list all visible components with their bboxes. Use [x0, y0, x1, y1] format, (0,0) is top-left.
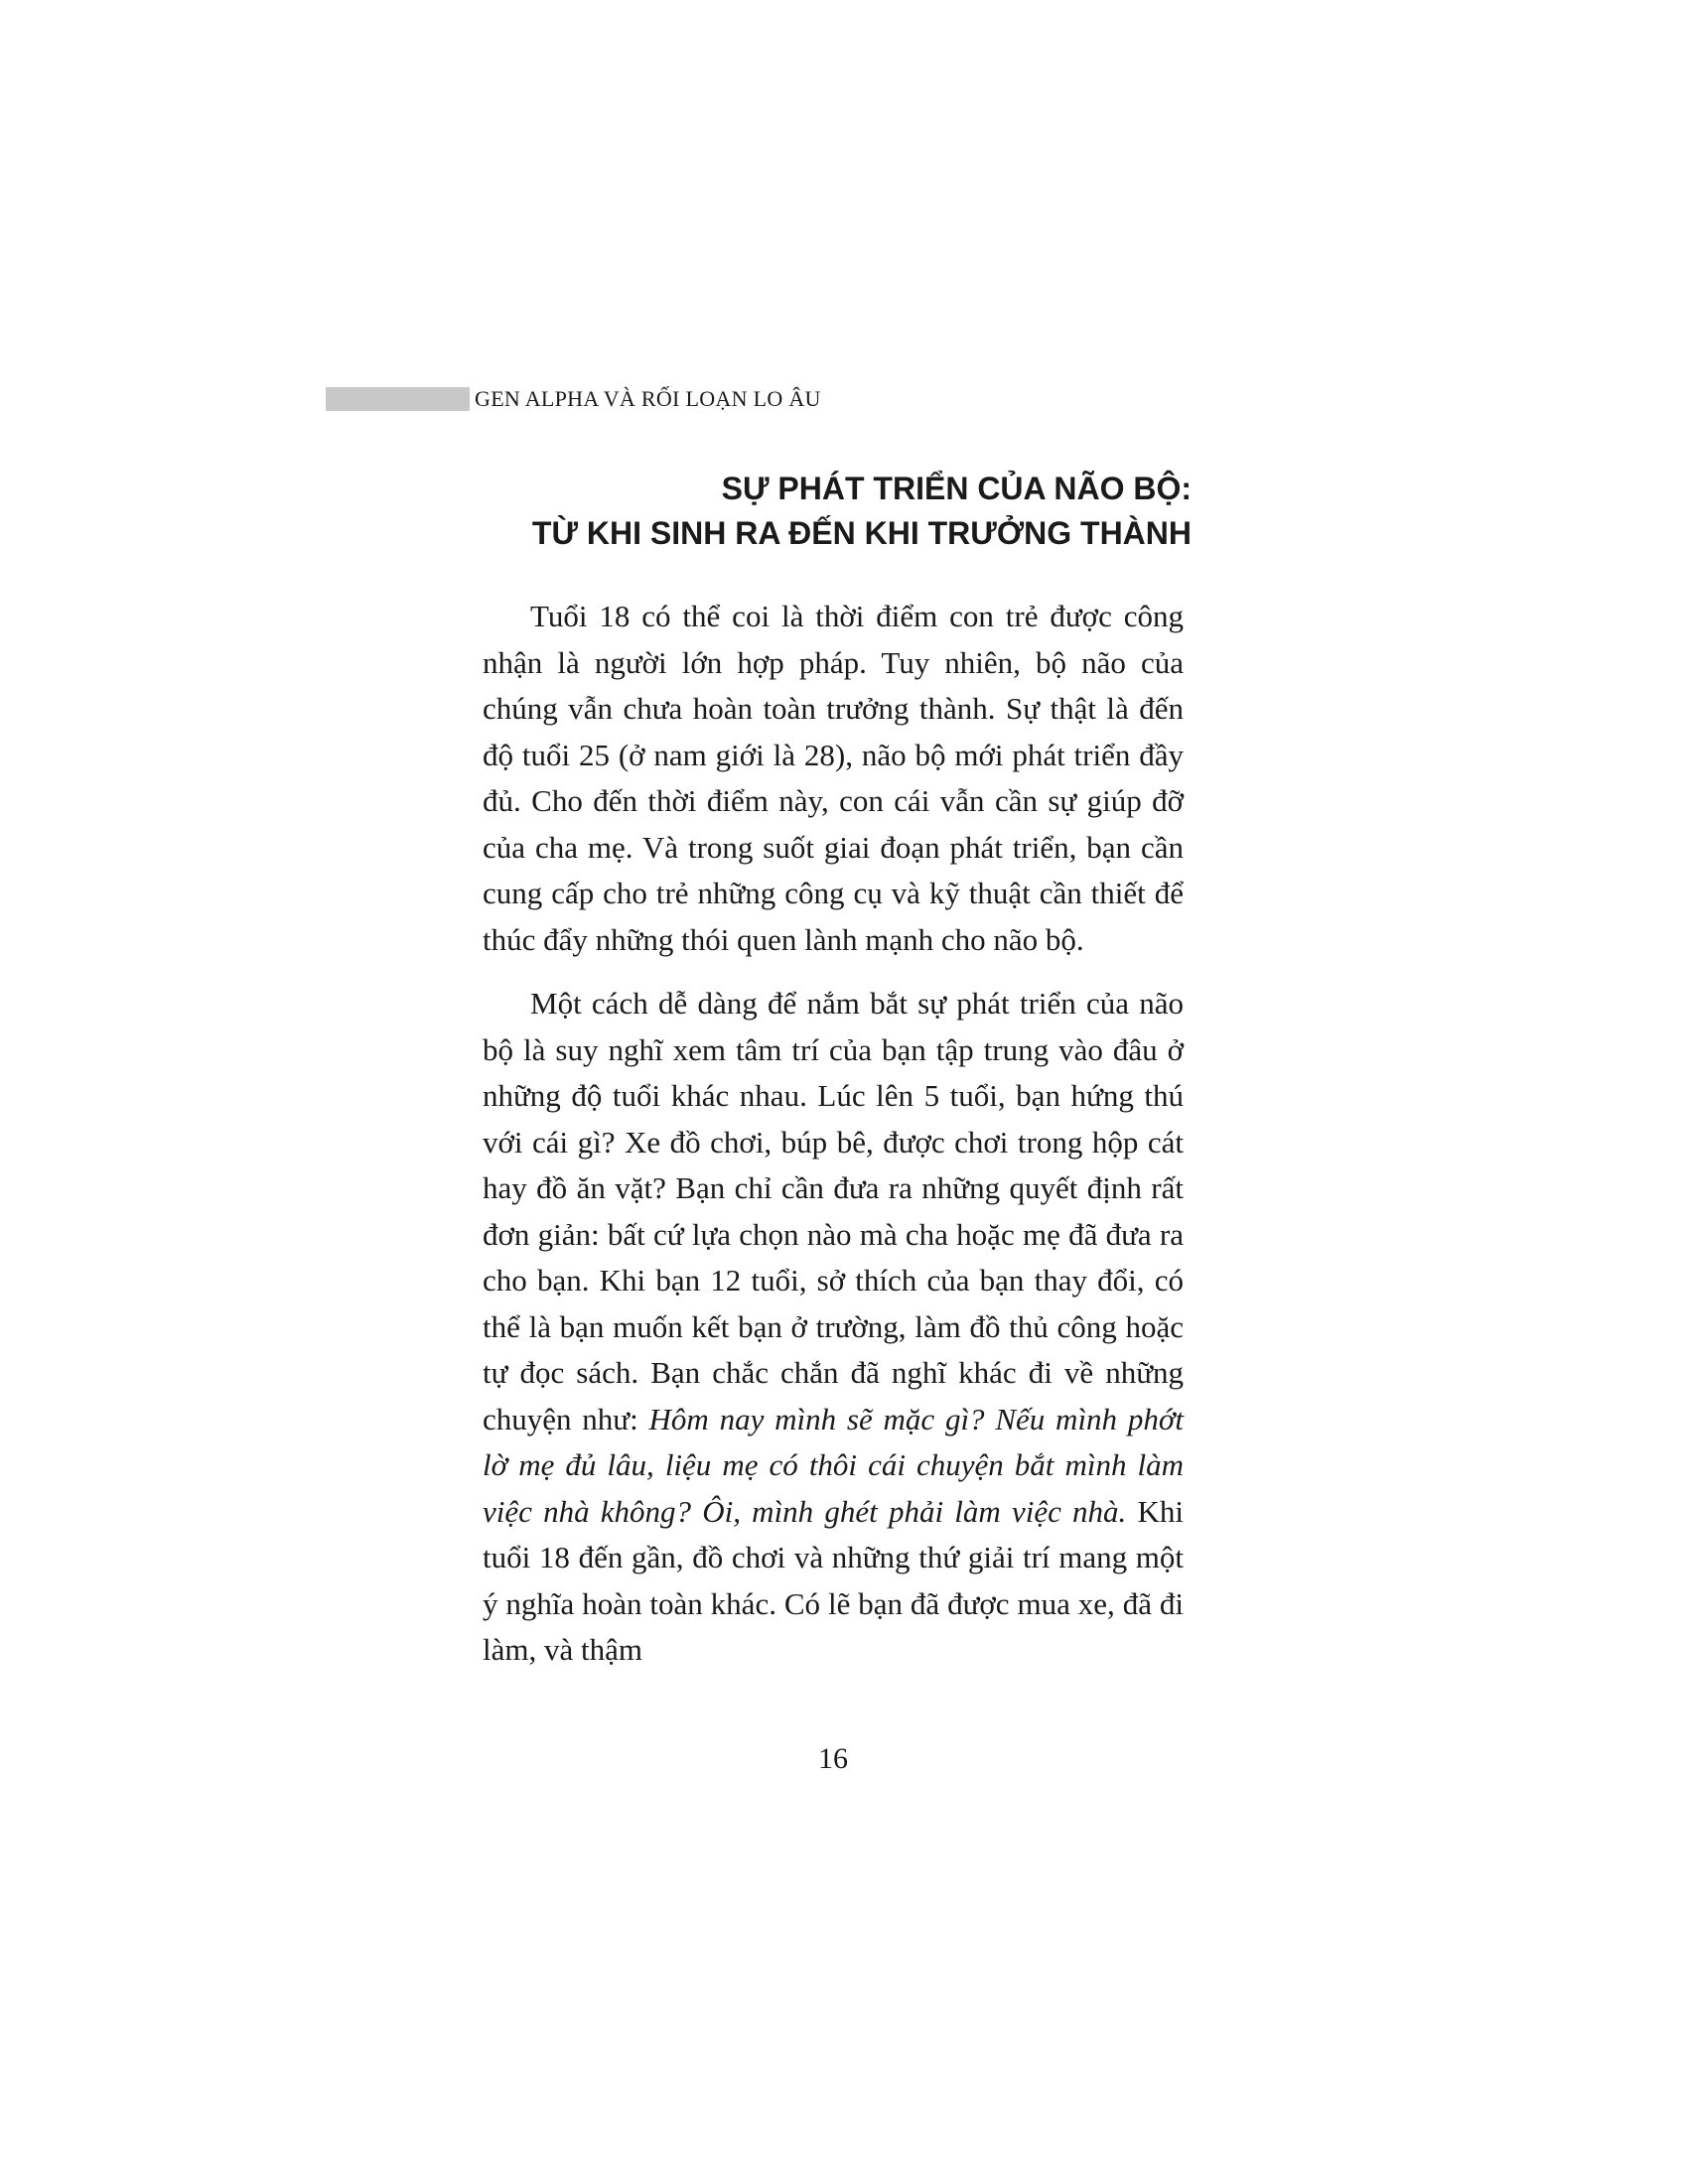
running-header — [326, 385, 1199, 413]
paragraph-1: Tuổi 18 có thể coi là thời điểm con trẻ được công nhận là người lớn hợp pháp. Tuy nhiên, bộ não của chúng vẫn chưa hoàn toàn trưởng thành. Sự thật là đến độ tuổi 25 (ở nam giới là 28), não bộ mới phát triển đầy đủ. Cho đến thời điểm này, con cái vẫn cần sự giúp đỡ của cha mẹ. Và trong suốt giai đoạn phát triển, bạn cần cung cấp cho trẻ những công cụ và kỹ thuật cần thiết để thúc đẩy những thói quen lành mạnh cho não bộ. — [483, 599, 1184, 957]
paragraph-2-italic-quote: Hôm nay mình sẽ mặc gì? Nếu mình phớt lờ mẹ đủ lâu, liệu mẹ có thôi cái chuyện bắt mình làm việc nhà không? Ôi, mình ghét phải làm việc nhà. — [483, 1401, 1185, 1529]
running-header-text: GEN ALPHA VÀ RỐI LOẠN LO ÂU — [475, 386, 821, 411]
chapter-title — [457, 467, 1192, 556]
paragraph-2 — [483, 981, 1184, 1674]
header-decorative-bar — [326, 387, 470, 411]
paragraph-2-text-b: Khi tuổi 18 đến gần, đồ chơi và những thứ giải trí mang một ý nghĩa hoàn toàn khác. Có lẽ bạn đã được mua xe, đã đi làm, và thậm — [483, 1493, 1185, 1667]
paragraph-2-text-a: Một cách dễ dàng để nắm bắt sự phát triển của não bộ là suy nghĩ xem tâm trí của bạn tập trung vào đâu ở những độ tuổi khác nhau. Lúc lên 5 tuổi, bạn hứng thú với cái gì? Xe đồ chơi, búp bê, được chơi trong hộp cát hay đồ ăn vặt? Bạn chỉ cần đưa ra những quyết định rất đơn giản: bất cứ lựa chọn nào mà cha hoặc mẹ đã đưa ra cho bạn. Khi bạn 12 tuổi, sở thích của bạn thay đổi, có thể là bạn muốn kết bạn ở trường, làm đồ thủ công hoặc tự đọc sách. Bạn chắc chắn đã nghĩ khác đi về những chuyện như: — [483, 986, 1184, 1436]
body-text — [483, 594, 1184, 1674]
chapter-title-line-1: SỰ PHÁT TRIỂN CỦA NÃO BỘ: — [721, 471, 1192, 506]
page-number: 16 — [818, 1742, 848, 1775]
chapter-title-line-2: TỪ KHI SINH RA ĐẾN KHI TRƯỞNG THÀNH — [531, 515, 1192, 551]
